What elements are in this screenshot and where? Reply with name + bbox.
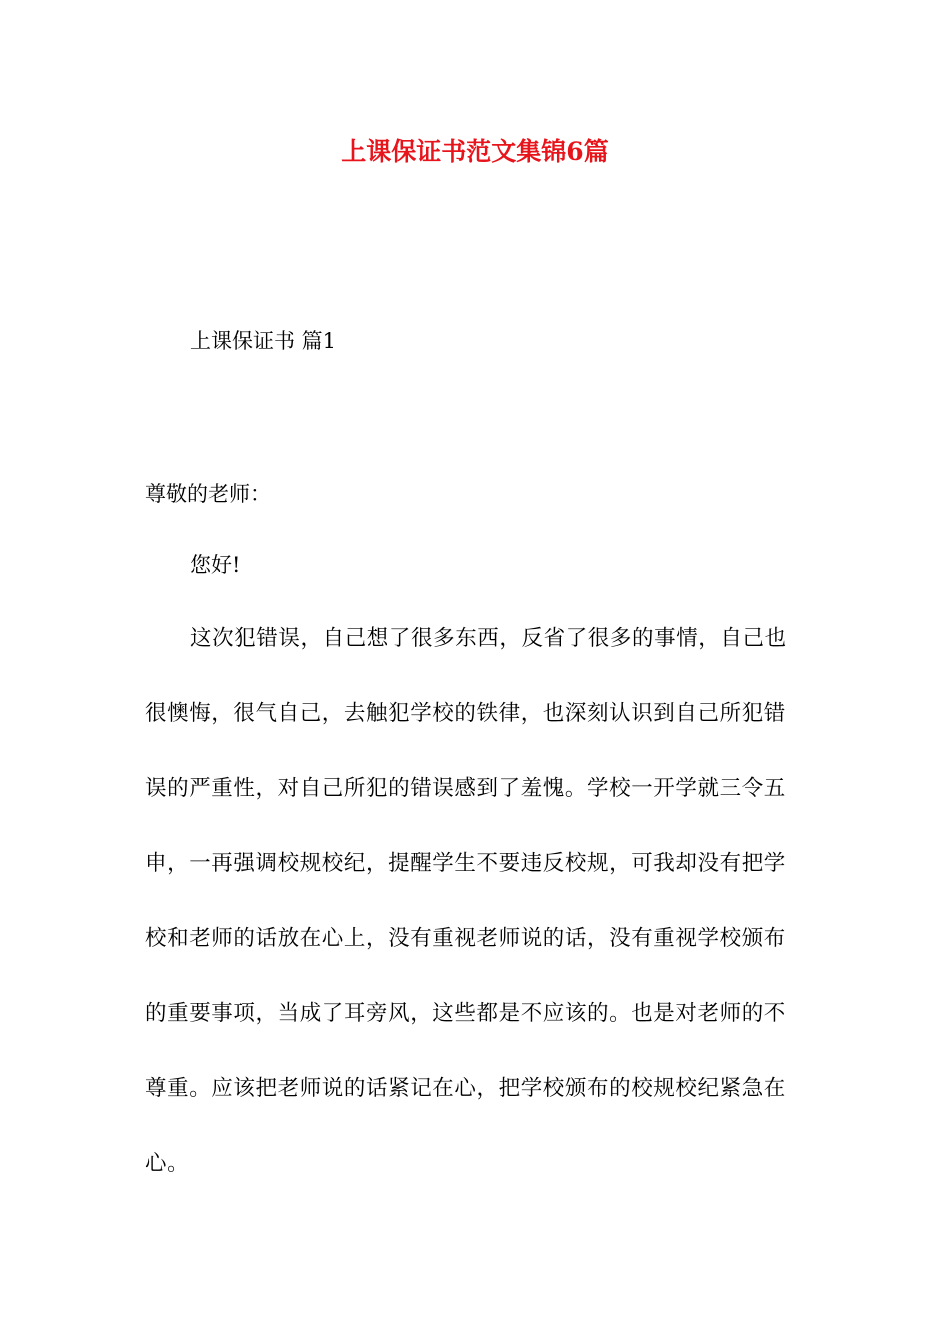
paragraph-line: 这次犯错误，自己想了很多东西，反省了很多的事情，自己也 <box>190 626 787 651</box>
salutation: 尊敬的老师： <box>145 482 271 506</box>
document-title: 上课保证书范文集锦6篇 <box>341 137 609 166</box>
paragraph-line: 申，一再强调校规校纪，提醒学生不要违反校规，可我却没有把学 <box>145 851 786 876</box>
paragraph-line: 心。 <box>145 1151 190 1176</box>
paragraph-line: 校和老师的话放在心上，没有重视老师说的话，没有重视学校颁布 <box>145 926 786 951</box>
paragraph-line: 尊重。应该把老师说的话紧记在心，把学校颁布的校规校纪紧急在 <box>145 1076 786 1101</box>
paragraph-line: 误的严重性，对自己所犯的错误感到了羞愧。学校一开学就三令五 <box>145 776 786 801</box>
paragraph-line: 的重要事项，当成了耳旁风，这些都是不应该的。也是对老师的不 <box>145 1001 786 1026</box>
body-paragraph <box>145 624 805 1224</box>
greeting: 您好! <box>190 553 241 577</box>
section-heading: 上课保证书 篇1 <box>190 329 337 353</box>
paragraph-line: 很懊悔，很气自己，去触犯学校的铁律，也深刻认识到自己所犯错 <box>145 701 786 726</box>
